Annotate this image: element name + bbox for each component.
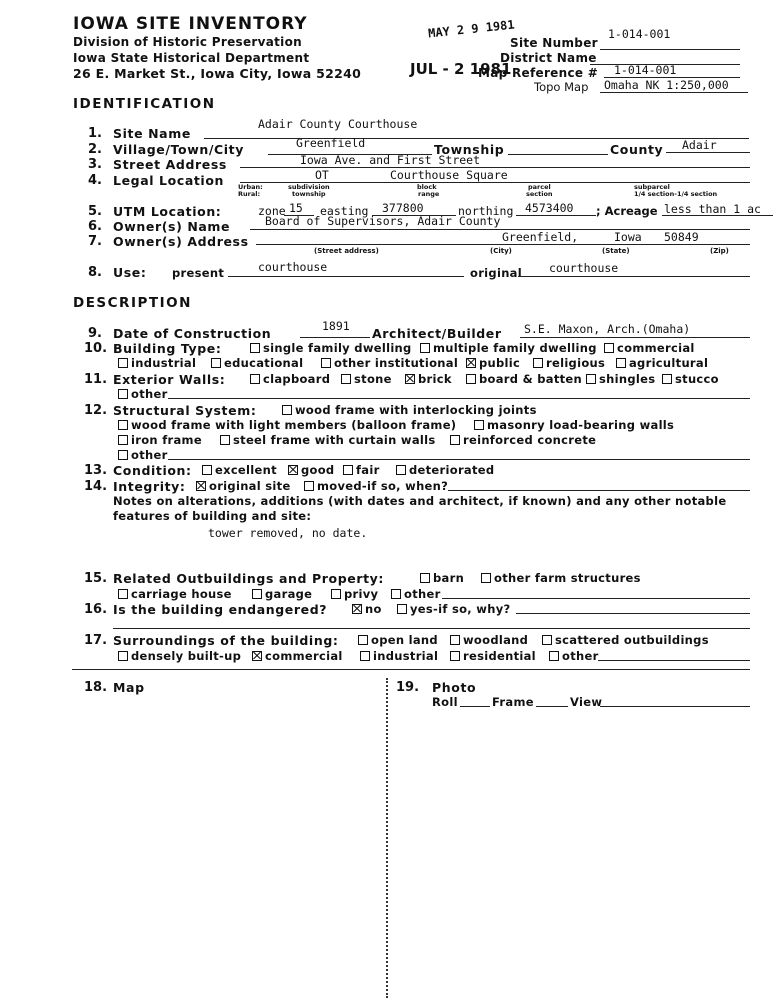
bt-multiple-family[interactable]: multiple family dwelling [420, 341, 597, 355]
rel-barn[interactable]: barn [420, 571, 464, 585]
end-yes[interactable]: yes-if so, why? [397, 602, 510, 616]
checkbox[interactable] [118, 389, 128, 399]
identification-heading: IDENTIFICATION [73, 96, 216, 112]
legal-location-ot: OT [315, 168, 329, 182]
bt-single-family[interactable]: single family dwelling [250, 341, 412, 355]
item-number: 18. [84, 680, 108, 695]
caption-city: (City) [490, 247, 512, 255]
village-label: Village/Town/City [113, 142, 244, 157]
bt-industrial[interactable]: industrial [118, 356, 196, 370]
item-number: 10. [84, 341, 108, 356]
checkbox[interactable] [662, 374, 672, 384]
sur-commercial[interactable]: commercial [252, 649, 343, 663]
ew-stone[interactable]: stone [341, 372, 392, 386]
end-no[interactable]: no [352, 602, 382, 616]
northing-label: northing [458, 204, 514, 218]
checkbox[interactable] [118, 358, 128, 368]
photo-label: Photo [432, 680, 477, 695]
related-outbuildings-label: Related Outbuildings and Property: [113, 571, 385, 586]
item-number: 1. [88, 126, 102, 141]
checkbox[interactable] [396, 465, 406, 475]
map-photo-divider [386, 678, 388, 998]
checkbox-checked[interactable] [352, 604, 362, 614]
bt-other-institutional[interactable]: other institutional [321, 356, 458, 370]
original-use-label: original [470, 266, 522, 280]
zone-label: zone [258, 204, 286, 218]
map-reference-label: Map Reference # [478, 66, 599, 80]
easting-value: 377800 [382, 201, 424, 215]
ss-reinforced-concrete[interactable]: reinforced concrete [450, 433, 596, 447]
bt-religious[interactable]: religious [533, 356, 605, 370]
caption-subparcel: subparcel [634, 183, 670, 191]
ss-other[interactable]: other [118, 448, 168, 462]
ss-interlocking[interactable]: wood frame with interlocking joints [282, 403, 537, 417]
ew-stucco[interactable]: stucco [662, 372, 719, 386]
zone-value: 15 [289, 201, 303, 215]
checkbox[interactable] [616, 358, 626, 368]
ew-clapboard[interactable]: clapboard [250, 372, 330, 386]
checkbox[interactable] [252, 589, 262, 599]
caption-township: township [292, 190, 326, 198]
notes-instruction-1: Notes on alterations, additions (with dates and architect, if known) and any other notable [113, 494, 727, 508]
cond-deteriorated[interactable]: deteriorated [396, 463, 494, 477]
bt-commercial[interactable]: commercial [604, 341, 695, 355]
topo-map-label: Topo Map [534, 80, 589, 94]
checkbox[interactable] [391, 589, 401, 599]
ss-masonry[interactable]: masonry load-bearing walls [474, 418, 674, 432]
original-use-value: courthouse [549, 261, 619, 275]
caption-zip: (Zip) [710, 247, 729, 255]
present-use-label: present [172, 266, 225, 280]
checkbox[interactable] [250, 374, 260, 384]
architect-label: Architect/Builder [372, 326, 502, 341]
checkbox[interactable] [341, 374, 351, 384]
owner-name-label: Owner(s) Name [113, 219, 231, 234]
structural-system-label: Structural System: [113, 403, 257, 418]
item-number: 13. [84, 463, 108, 478]
present-use-value: courthouse [258, 260, 328, 274]
rel-other[interactable]: other [391, 587, 441, 601]
cond-excellent[interactable]: excellent [202, 463, 277, 477]
frame-label: Frame [492, 695, 534, 709]
site-number-value: 1-014-001 [608, 27, 671, 41]
checkbox[interactable] [542, 635, 552, 645]
checkbox[interactable] [604, 343, 614, 353]
owner-city-value: Greenfield, [502, 230, 579, 244]
checkbox-checked[interactable] [288, 465, 298, 475]
district-name-label: District Name [500, 51, 597, 65]
cond-fair[interactable]: fair [343, 463, 380, 477]
checkbox[interactable] [533, 358, 543, 368]
bt-educational[interactable]: educational [211, 356, 303, 370]
rel-other-farm[interactable]: other farm structures [481, 571, 641, 585]
notes-instruction-2: features of building and site: [113, 509, 312, 523]
checkbox[interactable] [466, 374, 476, 384]
acreage-label: ; Acreage [596, 204, 658, 218]
checkbox[interactable] [220, 435, 230, 445]
caption-section: section [526, 190, 553, 198]
easting-label: easting [320, 204, 369, 218]
sur-woodland[interactable]: woodland [450, 633, 528, 647]
checkbox-checked[interactable] [405, 374, 415, 384]
checkbox[interactable] [481, 573, 491, 583]
ew-other[interactable]: other [118, 387, 168, 401]
form-title: IOWA SITE INVENTORY [73, 14, 308, 34]
header-line-1: Division of Historic Preservation [73, 35, 302, 49]
checkbox[interactable] [360, 651, 370, 661]
checkbox[interactable] [282, 405, 292, 415]
caption-state: (State) [602, 247, 630, 255]
date-stamp-jul: JUL - 2 1981 [410, 60, 512, 78]
item-number: 16. [84, 602, 108, 617]
item-number: 8. [88, 265, 102, 280]
checkbox[interactable] [331, 589, 341, 599]
checkbox[interactable] [118, 589, 128, 599]
checkbox[interactable] [118, 420, 128, 430]
rural-label: Rural: [238, 190, 261, 198]
item-number: 4. [88, 173, 102, 188]
endangered-label: Is the building endangered? [113, 602, 328, 617]
checkbox[interactable] [250, 343, 260, 353]
checkbox[interactable] [321, 358, 331, 368]
site-number-label: Site Number [510, 36, 598, 50]
view-label: View [570, 695, 603, 709]
checkbox[interactable] [420, 343, 430, 353]
caption-subdivision: subdivision [288, 183, 330, 191]
sur-scattered[interactable]: scattered outbuildings [542, 633, 709, 647]
topo-map-value: Omaha NK 1:250,000 [604, 78, 729, 92]
county-label: County [610, 142, 664, 157]
northing-value: 4573400 [525, 201, 574, 215]
date-of-construction-label: Date of Construction [113, 326, 272, 341]
item-number: 6. [88, 219, 102, 234]
rel-garage[interactable]: garage [252, 587, 312, 601]
integrity-label: Integrity: [113, 479, 186, 494]
sur-other[interactable]: other [549, 649, 599, 663]
building-type-label: Building Type: [113, 341, 222, 356]
legal-location-label: Legal Location [113, 173, 225, 188]
int-original-site[interactable]: original site [196, 479, 291, 493]
site-name-value: Adair County Courthouse [258, 117, 418, 131]
sur-industrial[interactable]: industrial [360, 649, 438, 663]
checkbox[interactable] [549, 651, 559, 661]
village-value: Greenfield [296, 136, 366, 150]
use-label: Use: [113, 265, 147, 280]
description-heading: DESCRIPTION [73, 295, 192, 311]
header-line-3: 26 E. Market St., Iowa City, Iowa 52240 [73, 66, 362, 81]
item-number: 17. [84, 633, 108, 648]
acreage-value: less than 1 ac [664, 202, 761, 216]
ew-shingles[interactable]: shingles [586, 372, 655, 386]
bt-agricultural[interactable]: agricultural [616, 356, 708, 370]
caption-block: block [417, 183, 437, 191]
item-number: 12. [84, 403, 108, 418]
checkbox-checked[interactable] [466, 358, 476, 368]
item-number: 19. [396, 680, 420, 695]
caption-street-address: (Street address) [314, 247, 379, 255]
street-address-value: Iowa Ave. and First Street [300, 153, 481, 167]
item-number: 14. [84, 479, 108, 494]
owner-address-label: Owner(s) Address [113, 234, 249, 249]
checkbox[interactable] [420, 573, 430, 583]
checkbox-checked[interactable] [252, 651, 262, 661]
owner-state-value: Iowa [614, 230, 642, 244]
owner-name-value: Board of Supervisors, Adair County [265, 214, 501, 228]
ew-brick[interactable]: brick [405, 372, 452, 386]
caption-quarter-section: 1/4 section-1/4 section [634, 190, 718, 198]
rel-carriage-house[interactable]: carriage house [118, 587, 232, 601]
item-number: 7. [88, 234, 102, 249]
checkbox[interactable] [450, 635, 460, 645]
roll-label: Roll [432, 695, 458, 709]
checkbox[interactable] [118, 450, 128, 460]
date-of-construction-value: 1891 [322, 319, 350, 333]
checkbox[interactable] [211, 358, 221, 368]
checkbox[interactable] [343, 465, 353, 475]
item-number: 9. [88, 326, 102, 341]
checkbox[interactable] [358, 635, 368, 645]
header-line-2: Iowa State Historical Department [73, 51, 310, 65]
ss-balloon-frame[interactable]: wood frame with light members (balloon frame) [118, 418, 456, 432]
item-number: 2. [88, 142, 102, 157]
checkbox[interactable] [202, 465, 212, 475]
sur-residential[interactable]: residential [450, 649, 536, 663]
checkbox-checked[interactable] [196, 481, 206, 491]
date-received-stamp: MAY 2 9 1981 [427, 17, 516, 41]
checkbox[interactable] [118, 435, 128, 445]
checkbox[interactable] [304, 481, 314, 491]
caption-range: range [418, 190, 440, 198]
item-number: 15. [84, 571, 108, 586]
ss-steel-frame[interactable]: steel frame with curtain walls [220, 433, 436, 447]
rel-privy[interactable]: privy [331, 587, 378, 601]
bt-public[interactable]: public [466, 356, 520, 370]
map-reference-value: 1-014-001 [614, 63, 677, 77]
checkbox[interactable] [450, 435, 460, 445]
architect-value: S.E. Maxon, Arch.(Omaha) [524, 322, 691, 336]
checkbox[interactable] [118, 651, 128, 661]
item-number: 3. [88, 157, 102, 172]
urban-label: Urban: [238, 183, 263, 191]
utm-location-label: UTM Location: [113, 204, 222, 219]
legal-location-square: Courthouse Square [390, 168, 508, 182]
checkbox[interactable] [397, 604, 407, 614]
int-moved[interactable]: moved-if so, when? [304, 479, 448, 493]
exterior-walls-label: Exterior Walls: [113, 372, 226, 387]
cond-good[interactable]: good [288, 463, 334, 477]
township-label: Township [434, 142, 505, 157]
ew-board-batten[interactable]: board & batten [466, 372, 582, 386]
caption-parcel: parcel [528, 183, 551, 191]
sur-densely-built-up[interactable]: densely built-up [118, 649, 241, 663]
site-name-label: Site Name [113, 126, 191, 141]
item-number: 5. [88, 204, 102, 219]
owner-zip-value: 50849 [664, 230, 699, 244]
checkbox[interactable] [474, 420, 484, 430]
condition-label: Condition: [113, 463, 192, 478]
item-number: 11. [84, 372, 108, 387]
notes-text: tower removed, no date. [208, 526, 368, 540]
map-label: Map [113, 680, 145, 695]
county-value: Adair [682, 138, 717, 152]
ss-iron-frame[interactable]: iron frame [118, 433, 202, 447]
checkbox[interactable] [450, 651, 460, 661]
street-address-label: Street Address [113, 157, 227, 172]
surroundings-label: Surroundings of the building: [113, 633, 339, 648]
checkbox[interactable] [586, 374, 596, 384]
sur-open-land[interactable]: open land [358, 633, 438, 647]
